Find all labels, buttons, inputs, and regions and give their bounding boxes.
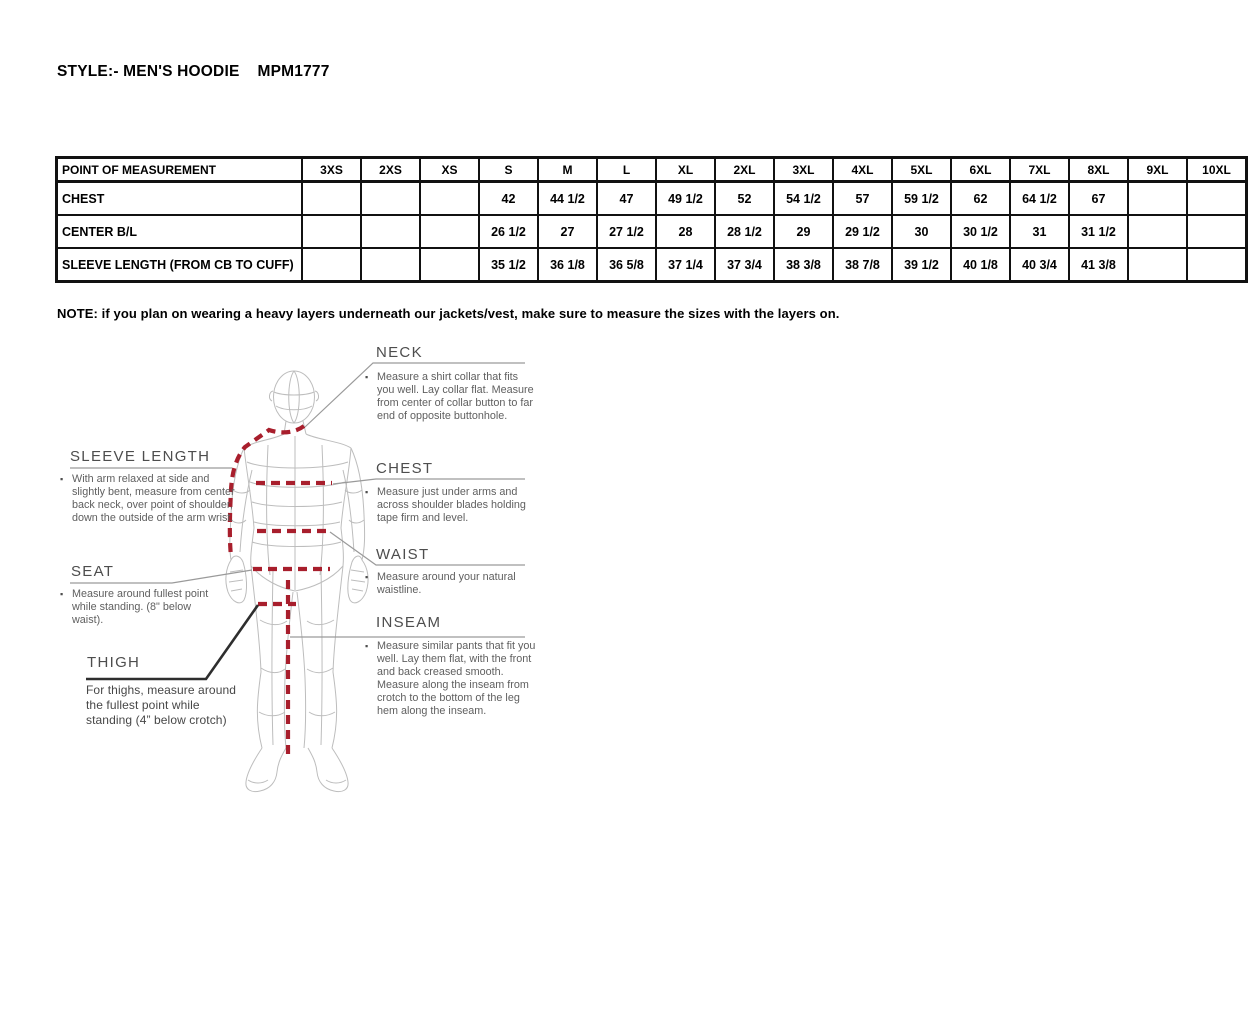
size-col-header: 2XS (361, 158, 420, 182)
size-col-header: 7XL (1010, 158, 1069, 182)
note-text: NOTE: if you plan on wearing a heavy layers underneath our jackets/vest, make sure to measure the sizes with the layers on. (57, 306, 840, 321)
thigh-label: THIGH (87, 654, 141, 671)
size-cell: 38 3/8 (774, 248, 833, 282)
size-cell: 26 1/2 (479, 215, 538, 248)
size-col-header: 8XL (1069, 158, 1128, 182)
inseam-label: INSEAM (376, 614, 442, 631)
size-cell: 28 (656, 215, 715, 248)
size-cell: 40 3/4 (1010, 248, 1069, 282)
chest-label: CHEST (376, 460, 434, 477)
mannequin-outline (226, 371, 368, 792)
size-cell: 29 (774, 215, 833, 248)
size-cell: 31 (1010, 215, 1069, 248)
size-cell: 35 1/2 (479, 248, 538, 282)
size-cell: 59 1/2 (892, 182, 951, 216)
size-col-header: POINT OF MEASUREMENT (57, 158, 303, 182)
size-col-header: 4XL (833, 158, 892, 182)
measurement-row-label: SLEEVE LENGTH (FROM CB TO CUFF) (57, 248, 303, 282)
seat-label: SEAT (71, 563, 115, 580)
measurement-row-label: CHEST (57, 182, 303, 216)
size-cell: 30 1/2 (951, 215, 1010, 248)
size-cell: 49 1/2 (656, 182, 715, 216)
size-cell: 44 1/2 (538, 182, 597, 216)
page-title: STYLE:- MEN'S HOODIE MPM1777 (57, 63, 330, 80)
size-col-header: 5XL (892, 158, 951, 182)
size-col-header: M (538, 158, 597, 182)
waist-label: WAIST (376, 546, 430, 563)
thigh-description: For thighs, measure around the fullest point while standing (4” below crotch) (86, 683, 237, 727)
size-cell: 54 1/2 (774, 182, 833, 216)
size-cell: 27 1/2 (597, 215, 656, 248)
size-cell: 31 1/2 (1069, 215, 1128, 248)
size-col-header: 3XL (774, 158, 833, 182)
size-cell: 27 (538, 215, 597, 248)
size-cell: 28 1/2 (715, 215, 774, 248)
size-cell: 40 1/8 (951, 248, 1010, 282)
size-cell: 52 (715, 182, 774, 216)
chest-leader-line (333, 479, 525, 484)
size-col-header: 6XL (951, 158, 1010, 182)
neck-description: ▪ Measure a shirt collar that fits you well. Lay collar flat. Measure from center of collar button to far end of opposite buttonhole. (365, 371, 537, 423)
size-cell: 36 5/8 (597, 248, 656, 282)
size-col-header: XS (420, 158, 479, 182)
size-cell: 42 (479, 182, 538, 216)
size-col-header: 10XL (1187, 158, 1247, 182)
size-cell: 37 3/4 (715, 248, 774, 282)
size-cell: 38 7/8 (833, 248, 892, 282)
size-cell: 39 1/2 (892, 248, 951, 282)
neck-label: NECK (376, 344, 423, 361)
seat-description: ▪ Measure around fullest point while standing. (8" below waist). (60, 588, 212, 627)
chest-description: ▪ Measure just under arms and across shoulder blades holding tape firm and level. (365, 486, 537, 525)
size-cell: 64 1/2 (1010, 182, 1069, 216)
inseam-description: ▪ Measure similar pants that fit you well. Lay them flat, with the front and back creased smooth. Measure along the inseam from crotch to the bottom of the leg hem along the inseam. (365, 640, 542, 718)
waist-description: ▪ Measure around your natural waistline. (365, 571, 537, 597)
size-cell: 36 1/8 (538, 248, 597, 282)
size-col-header: 3XS (302, 158, 361, 182)
size-cell: 29 1/2 (833, 215, 892, 248)
size-cell: 62 (951, 182, 1010, 216)
size-cell: 57 (833, 182, 892, 216)
sleeve-length-description: ▪ With arm relaxed at side and slightly bent, measure from center back neck, over point of shoulder, down the outside of the arm wrist. (60, 473, 237, 525)
measurement-row-label: CENTER B/L (57, 215, 303, 248)
size-cell: 30 (892, 215, 951, 248)
sleeve-length-label: SLEEVE LENGTH (70, 448, 211, 465)
size-col-header: XL (656, 158, 715, 182)
size-col-header: 2XL (715, 158, 774, 182)
size-cell: 37 1/4 (656, 248, 715, 282)
size-col-header: L (597, 158, 656, 182)
size-col-header: S (479, 158, 538, 182)
size-cell: 47 (597, 182, 656, 216)
size-col-header: 9XL (1128, 158, 1187, 182)
size-cell: 67 (1069, 182, 1128, 216)
size-cell: 41 3/8 (1069, 248, 1128, 282)
